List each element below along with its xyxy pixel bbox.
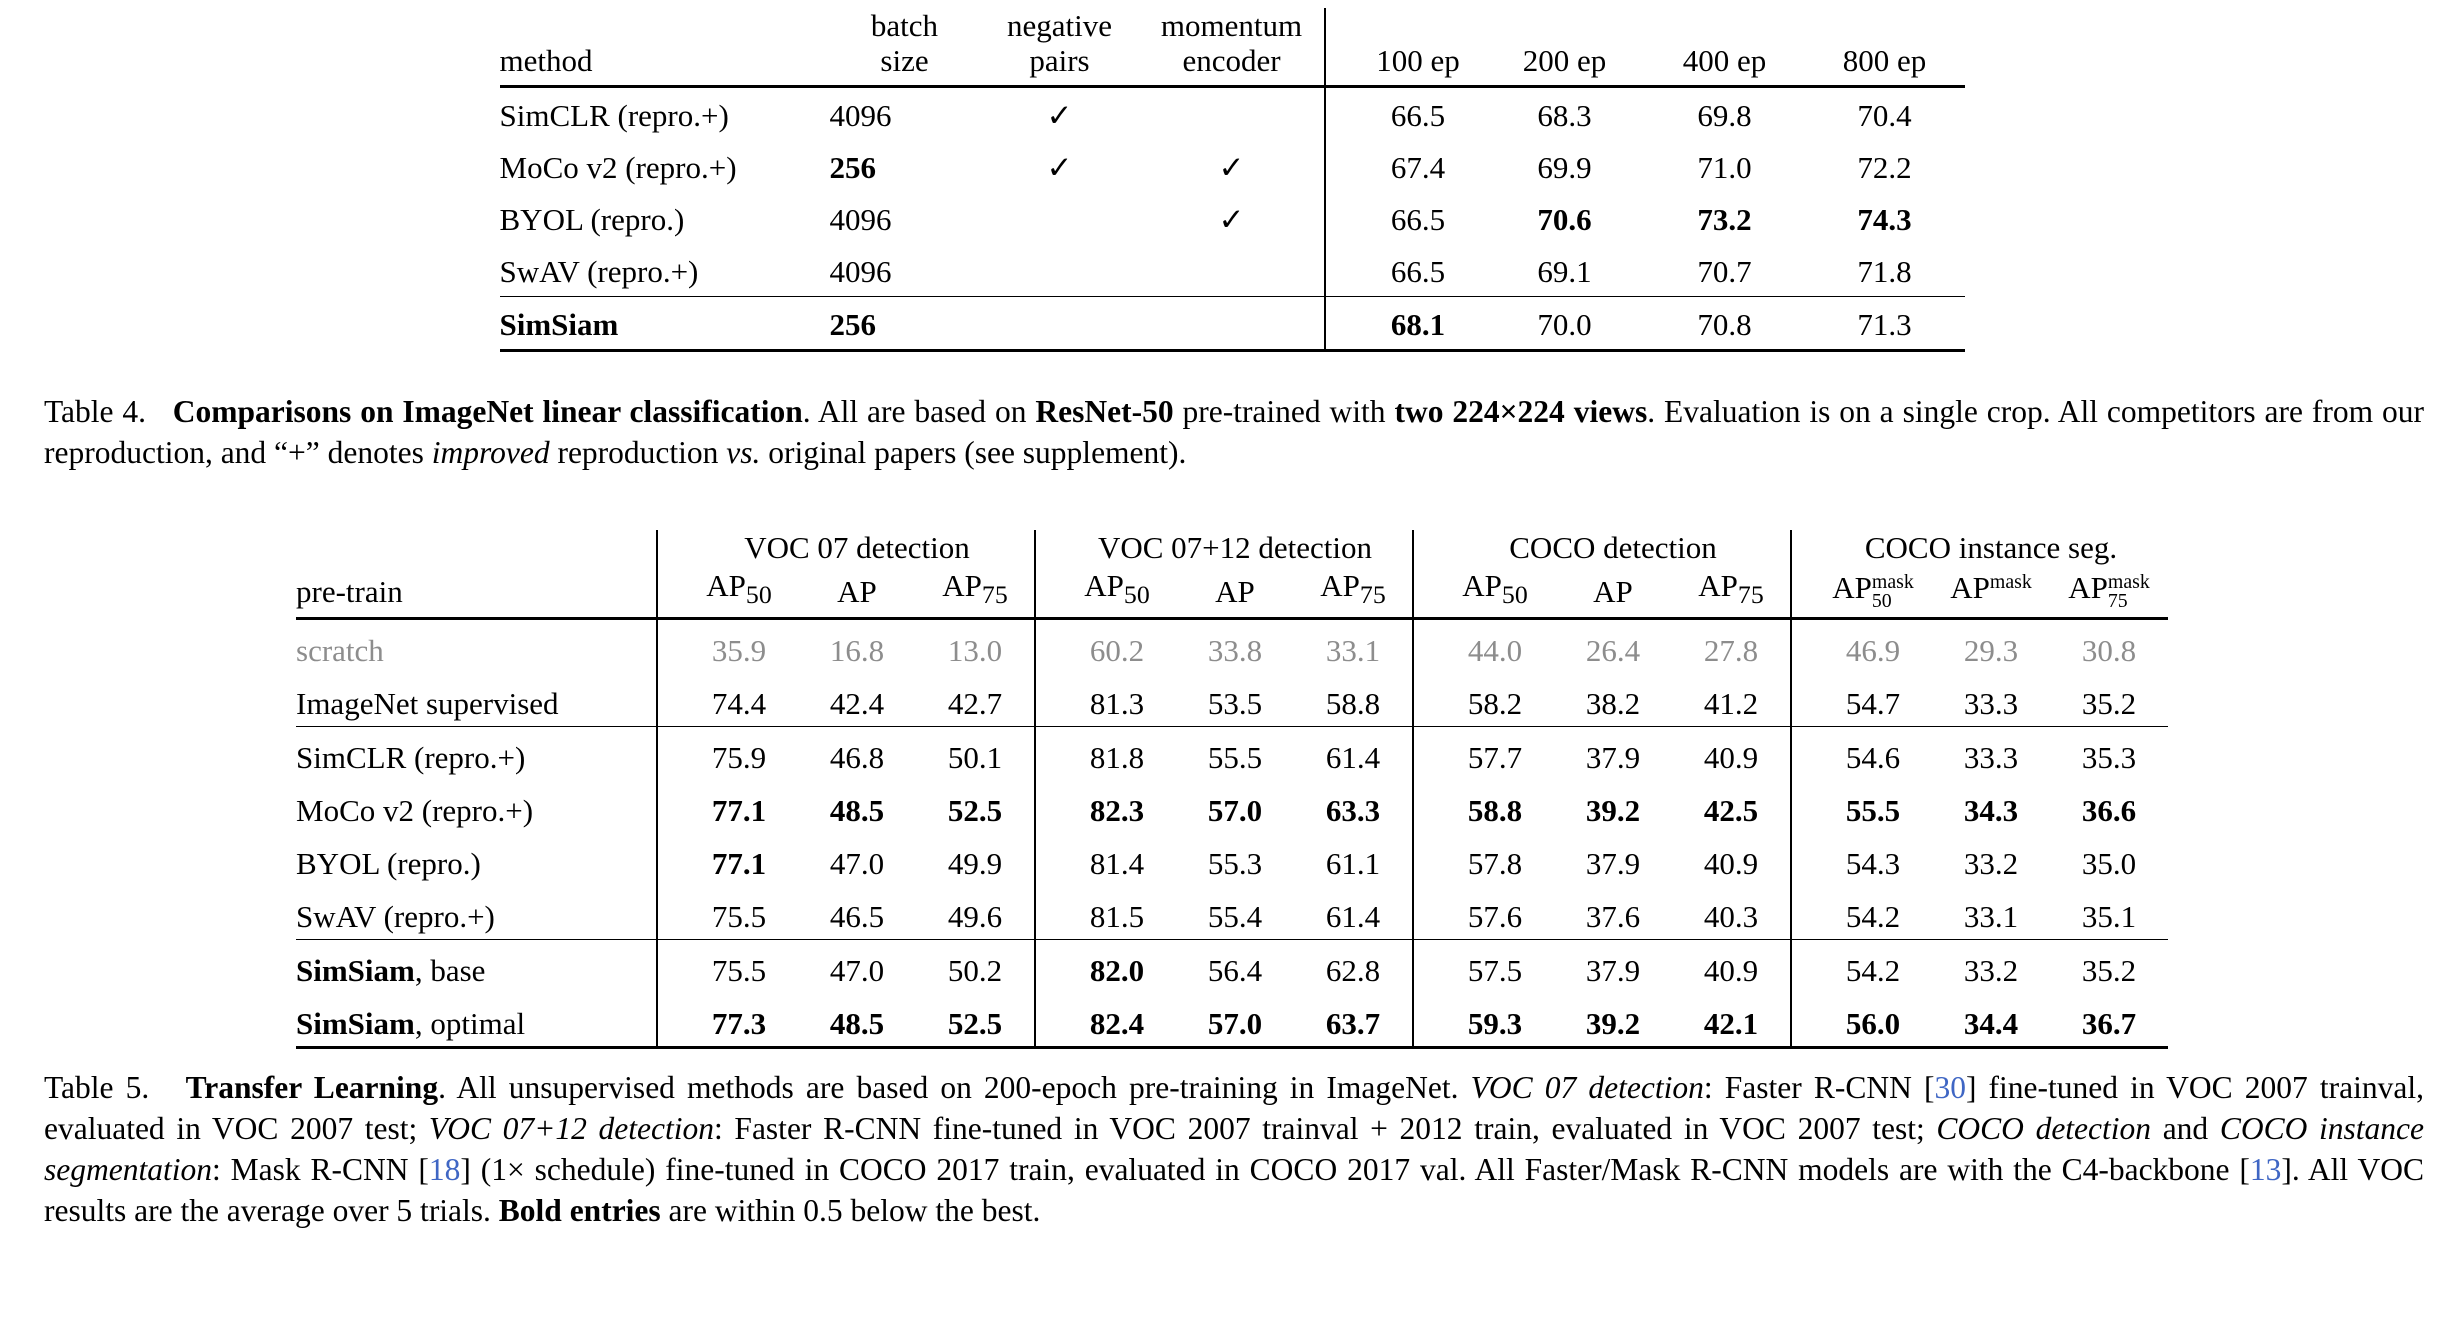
table4-cell-ep-400ep: 70.7 (1697, 254, 1752, 290)
table5-row (296, 619, 2168, 674)
table5-cell-value: 50.1 (916, 727, 1035, 781)
table5-cell-value: 13.0 (916, 619, 1035, 674)
caption5-italic1: VOC 07 detection (1470, 1070, 1704, 1105)
table5-cell-value: 33.2 (1932, 940, 2050, 994)
table4-cell-momentum-encoder: ✓ (1218, 150, 1245, 186)
table5-cell-value: 42.1 (1672, 993, 1791, 1048)
table4-cell-negative-pairs (980, 192, 1140, 244)
table5-cell-value: 16.8 (798, 619, 916, 674)
caption5-bold1: Bold entries (498, 1192, 661, 1228)
table4-cell-ep-200ep: 70.6 (1537, 202, 1592, 238)
table5-cell-value: 75.5 (657, 940, 798, 994)
table5-cell-value: 75.5 (657, 886, 798, 940)
table4-row (500, 86, 1965, 140)
table5-cell-pretrain: BYOL (repro.) (296, 846, 481, 882)
caption4-italic1: improved (431, 434, 550, 470)
table5-header-ap75-voc0712: $AP_{75}$ (1320, 568, 1386, 610)
table4-cell-ep-800ep: 70.4 (1805, 86, 1965, 140)
table5-cell-value: 37.6 (1585, 899, 1641, 935)
table5-cell-value: 63.7 (1294, 993, 1413, 1048)
table5-cell-value: 35.3 (2050, 727, 2168, 781)
table4-cell-ep-800ep: 72.2 (1857, 150, 1912, 186)
table5-cell-value: 46.9 (1791, 619, 1932, 674)
table5-cell-value: 35.1 (2081, 899, 2137, 935)
table4-cell-ep-200ep: 68.3 (1485, 86, 1645, 140)
table4-body (500, 86, 1965, 350)
table5-cell-value: 47.0 (798, 940, 916, 994)
caption5-text7: ] (1× schedule) fine-tuned in COCO 2017 train, evaluated in COCO 2017 val. All Faster/Mask R-CNN models are with the C4-backbone [ (460, 1151, 2250, 1187)
caption4-bold2: two 224×224 views (1394, 394, 1648, 429)
caption5-text1: . All unsupervised methods are based on 200-epoch pre-training in ImageNet. (438, 1070, 1471, 1105)
table5-cell-value: 75.9 (657, 727, 798, 781)
table5-cell-value: 35.9 (657, 619, 798, 674)
table4-header-method: method (499, 43, 593, 79)
table4-header-400ep: 400 ep (1682, 43, 1767, 79)
table5-cell-value: 61.1 (1325, 846, 1381, 882)
table5-row (296, 673, 2168, 727)
caption4-text4: reproduction (549, 434, 727, 470)
table4-cell-ep-800ep: 71.3 (1805, 296, 1965, 350)
table5-cell-value: 47.0 (829, 846, 885, 882)
table5-cell-value: 54.3 (1791, 833, 1932, 886)
table5-row (296, 833, 2168, 886)
table5-cell-value: 54.6 (1791, 727, 1932, 781)
table4-header-negative-pairs: negative pairs (1006, 8, 1112, 79)
table4-cell-method: SwAV (repro.+) (499, 254, 699, 290)
table5-cell-value: 40.9 (1672, 727, 1791, 781)
table4-cell-ep-100ep: 66.5 (1325, 86, 1485, 140)
table4-cell-ep-100ep: 68.1 (1325, 296, 1485, 350)
caption4-title: Comparisons on ImageNet linear classification (172, 394, 803, 429)
table5-cell-value: 54.2 (1791, 940, 1932, 994)
table4-cell-batch-size: 256 (830, 296, 980, 350)
table5-row (296, 780, 2168, 833)
table5-cell-value: 63.3 (1325, 793, 1381, 829)
table5-cell-value: 56.4 (1176, 940, 1294, 994)
citation-18[interactable]: 18 (428, 1151, 461, 1187)
table5-cell-value: 60.2 (1035, 619, 1176, 674)
table5-header-ap75mask: AP mask 75 (2068, 570, 2150, 612)
caption5-text5: and (2151, 1110, 2220, 1146)
table5-cell-value: 37.9 (1585, 846, 1641, 882)
table5-cell-value: 55.5 (1176, 727, 1294, 781)
table5-cell-value: 81.8 (1035, 727, 1176, 781)
table5-cell-value: 58.2 (1413, 673, 1554, 727)
table5-cell-value: 58.8 (1413, 780, 1554, 833)
table4 (500, 8, 1965, 352)
table5-cell-value: 40.3 (1703, 899, 1759, 935)
table4-row (500, 244, 1965, 297)
table4-caption (44, 392, 2424, 474)
table5-header-ap50-voc0712: $AP_{50}$ (1035, 568, 1176, 619)
table4-cell-ep-400ep: 70.8 (1645, 296, 1805, 350)
table5-cell-value: 42.5 (1703, 793, 1759, 829)
table5-cell-value: 59.3 (1413, 993, 1554, 1048)
caption5-italic2: VOC 07+12 detection (428, 1110, 715, 1146)
table5-caption (44, 1068, 2424, 1232)
table5-body (296, 619, 2168, 1048)
table5-cell-value: 77.1 (657, 780, 798, 833)
table4-header-momentum-encoder: momentum encoder (1160, 8, 1303, 79)
table4-container (0, 8, 2464, 352)
table4-cell-batch-size: 256 (829, 150, 876, 186)
table5-cell-pretrain: SimSiam, base (296, 940, 657, 994)
caption4-italic2: vs. (726, 434, 761, 470)
table5-group-coco-det: COCO detection (1413, 530, 1791, 568)
table5-cell-pretrain: ImageNet supervised (296, 686, 559, 722)
table5-row (296, 993, 2168, 1048)
table5-cell-value: 82.4 (1035, 993, 1176, 1048)
table5-cell-value: 57.0 (1176, 993, 1294, 1048)
table5-cell-value: 33.1 (1963, 899, 2019, 935)
table5-cell-value: 49.9 (947, 846, 1003, 882)
table5-cell-value: 44.0 (1413, 619, 1554, 674)
table5-cell-value: 46.5 (829, 899, 885, 935)
table4-cell-ep-100ep: 66.5 (1325, 244, 1485, 297)
table4-cell-momentum-encoder: ✓ (1218, 202, 1245, 238)
table5-cell-value: 54.7 (1791, 673, 1932, 727)
table4-cell-ep-400ep: 69.8 (1645, 86, 1805, 140)
table4-cell-ep-100ep: 66.5 (1325, 192, 1485, 244)
table5-cell-value: 81.5 (1035, 886, 1176, 940)
table5-header-apmask: AP mask (1950, 570, 2032, 606)
table4-cell-negative-pairs: ✓ (980, 86, 1140, 140)
table5-cell-value: 57.8 (1413, 833, 1554, 886)
table5-cell-value: 77.1 (657, 833, 798, 886)
table5-cell-value: 35.0 (2081, 846, 2137, 882)
table5-header-ap-coco: AP (1593, 574, 1633, 610)
table5-cell-pretrain: scratch (296, 619, 657, 674)
table5-header-pretrain: pre-train (296, 574, 403, 610)
table5-header-ap50mask: AP mask 50 (1791, 568, 1932, 619)
table5-row (296, 727, 2168, 781)
table5-cell-value: 55.4 (1207, 899, 1263, 935)
caption4-text5: original papers (see supplement). (760, 434, 1187, 470)
table5-cell-value: 33.1 (1294, 619, 1413, 674)
table5-cell-value: 52.5 (916, 993, 1035, 1048)
table5-cell-value: 26.4 (1554, 619, 1672, 674)
table4-cell-ep-200ep: 69.1 (1537, 254, 1592, 290)
table4-cell-momentum-encoder (1140, 244, 1325, 297)
table4-header-100ep: 100 ep (1325, 8, 1485, 86)
table5-cell-pretrain: SimSiam, optimal (296, 993, 657, 1048)
table4-cell-batch-size: 4096 (830, 86, 980, 140)
table5-metric-header-row (296, 568, 2168, 619)
table5-cell-value: 52.5 (947, 793, 1003, 829)
caption5-italic4: COCO instance segmentation (44, 1110, 2424, 1187)
table5-cell-value: 55.3 (1207, 846, 1263, 882)
table5-cell-value: 74.4 (657, 673, 798, 727)
table5-container (0, 530, 2464, 1049)
table4-cell-ep-100ep: 67.4 (1325, 140, 1485, 192)
table4-cell-batch-size: 4096 (829, 254, 892, 290)
table5-cell-value: 48.5 (829, 793, 885, 829)
table4-cell-momentum-encoder (1140, 86, 1325, 140)
table5-cell-value: 36.6 (2081, 793, 2137, 829)
table4-cell-ep-400ep: 71.0 (1697, 150, 1752, 186)
table5-cell-value: 36.7 (2050, 993, 2168, 1048)
table5-row (296, 940, 2168, 994)
table4-header-row (500, 8, 1965, 86)
table5-cell-value: 34.4 (1932, 993, 2050, 1048)
caption4-text3: . Evaluation is on a single crop. All competitors are from our reproduction, and “+” denotes (44, 394, 2424, 470)
citation-30[interactable]: 30 (1934, 1070, 1966, 1105)
table5-group-header-spacer (296, 530, 657, 568)
table4-header-batch-size: batch size (870, 8, 939, 79)
table5-cell-value: 48.5 (798, 993, 916, 1048)
table5-group-voc0712: VOC 07+12 detection (1035, 530, 1413, 568)
caption5-text6: : Mask R-CNN [ (211, 1151, 429, 1187)
table4-cell-negative-pairs (980, 296, 1140, 350)
table5-cell-value: 39.2 (1554, 993, 1672, 1048)
table5-cell-value: 37.9 (1554, 940, 1672, 994)
table5-cell-value: 35.2 (2050, 940, 2168, 994)
table5-cell-value: 81.3 (1035, 673, 1176, 727)
table4-cell-momentum-encoder (1140, 296, 1325, 350)
table5-cell-value: 57.5 (1413, 940, 1554, 994)
table5-cell-value: 38.2 (1585, 686, 1641, 722)
table5-cell-value: 46.8 (798, 727, 916, 781)
table5-header-ap75-coco: $AP_{75}$ (1698, 568, 1764, 610)
table5-cell-value: 35.2 (2081, 686, 2137, 722)
table5-cell-value: 41.2 (1703, 686, 1759, 722)
caption4-text2: pre-trained with (1173, 394, 1395, 429)
table5-cell-value: 50.2 (916, 940, 1035, 994)
table4-cell-ep-200ep: 69.9 (1537, 150, 1592, 186)
table5-group-header-row (296, 530, 2168, 568)
table5-cell-pretrain: SwAV (repro.+) (296, 899, 495, 935)
table4-cell-ep-400ep: 73.2 (1697, 202, 1752, 238)
table5-cell-value: 57.6 (1413, 886, 1554, 940)
table5-cell-pretrain: SimCLR (repro.+) (296, 727, 657, 781)
table5-cell-value: 53.5 (1207, 686, 1263, 722)
table5-cell-value: 62.8 (1294, 940, 1413, 994)
table5-cell-value: 81.4 (1035, 833, 1176, 886)
caption5-text4: : Faster R-CNN fine-tuned in VOC 2007 trainval + 2012 train, evaluated in VOC 2007 test; (714, 1110, 1937, 1146)
table4-cell-negative-pairs: ✓ (1046, 150, 1073, 186)
table5-cell-value: 55.5 (1791, 780, 1932, 833)
table5-cell-value: 61.4 (1294, 727, 1413, 781)
caption5-text2: : Faster R-CNN [ (1703, 1070, 1935, 1105)
table5-cell-value: 33.2 (1963, 846, 2019, 882)
table4-cell-method: SimCLR (repro.+) (500, 86, 830, 140)
table4-cell-method: MoCo v2 (repro.+) (499, 150, 737, 186)
table4-cell-method: BYOL (repro.) (499, 202, 685, 238)
table5-cell-value: 34.3 (1963, 793, 2019, 829)
caption5-italic3: COCO detection (1936, 1110, 2152, 1146)
table5-cell-value: 40.9 (1672, 940, 1791, 994)
caption4-bold1: ResNet-50 (1035, 394, 1174, 429)
table5-cell-value: 82.3 (1035, 780, 1176, 833)
citation-13[interactable]: 13 (2249, 1151, 2282, 1187)
table5-cell-value: 29.3 (1932, 619, 2050, 674)
table5-header-ap75-voc07: $AP_{75}$ (942, 568, 1008, 610)
caption5-label: Table 5. (44, 1070, 150, 1105)
table4-cell-ep-200ep: 70.0 (1485, 296, 1645, 350)
table5 (296, 530, 2168, 1049)
table5-header-ap50-coco: $AP_{50}$ (1413, 568, 1554, 619)
table5-cell-value: 33.3 (1963, 686, 2019, 722)
table4-cell-method: SimSiam (500, 296, 830, 350)
table5-header-ap-voc07: AP (837, 574, 877, 610)
table5-cell-value: 61.4 (1325, 899, 1381, 935)
caption4-text1: . All are based on (802, 394, 1036, 429)
table5-cell-value: 58.8 (1325, 686, 1381, 722)
table4-header-800ep: 800 ep (1842, 43, 1927, 79)
table5-cell-pretrain: MoCo v2 (repro.+) (296, 793, 534, 829)
table5-cell-value: 27.8 (1672, 619, 1791, 674)
table4-cell-ep-800ep: 74.3 (1857, 202, 1912, 238)
table5-cell-value: 37.9 (1554, 727, 1672, 781)
caption4-label: Table 4. (44, 394, 147, 429)
table5-cell-value: 33.3 (1932, 727, 2050, 781)
table5-cell-value: 57.7 (1413, 727, 1554, 781)
table5-cell-value: 82.0 (1035, 940, 1176, 994)
table5-header-ap-voc0712: AP (1215, 574, 1255, 610)
table4-cell-batch-size: 4096 (829, 202, 892, 238)
caption5-text8: ]. All VOC results are the average over 5 trials. (44, 1151, 2424, 1228)
table4-row (500, 296, 1965, 350)
table4-row (500, 192, 1965, 244)
caption5-title: Transfer Learning (185, 1070, 439, 1105)
table4-cell-ep-800ep: 71.8 (1857, 254, 1912, 290)
table5-cell-value: 56.0 (1791, 993, 1932, 1048)
table5-cell-value: 33.8 (1176, 619, 1294, 674)
table5-cell-value: 57.0 (1207, 793, 1263, 829)
table5-cell-value: 40.9 (1703, 846, 1759, 882)
table5-group-coco-seg: COCO instance seg. (1791, 530, 2168, 568)
table5-cell-value: 49.6 (947, 899, 1003, 935)
table5-cell-value: 39.2 (1585, 793, 1641, 829)
table5-header-ap50-voc07: $AP_{50}$ (657, 568, 798, 619)
table5-cell-value: 42.7 (947, 686, 1003, 722)
table5-cell-value: 30.8 (2050, 619, 2168, 674)
table5-group-voc07: VOC 07 detection (657, 530, 1035, 568)
table5-row (296, 886, 2168, 940)
table5-cell-value: 42.4 (829, 686, 885, 722)
table5-cell-value: 77.3 (657, 993, 798, 1048)
table4-header-200ep: 200 ep (1522, 43, 1607, 79)
table4-row (500, 140, 1965, 192)
caption5-text3: ] fine-tuned in VOC 2007 trainval, evaluated in VOC 2007 test; (44, 1070, 2425, 1146)
caption5-text9: are within 0.5 below the best. (660, 1192, 1041, 1228)
table4-cell-negative-pairs (980, 244, 1140, 297)
table5-cell-value: 54.2 (1791, 886, 1932, 940)
